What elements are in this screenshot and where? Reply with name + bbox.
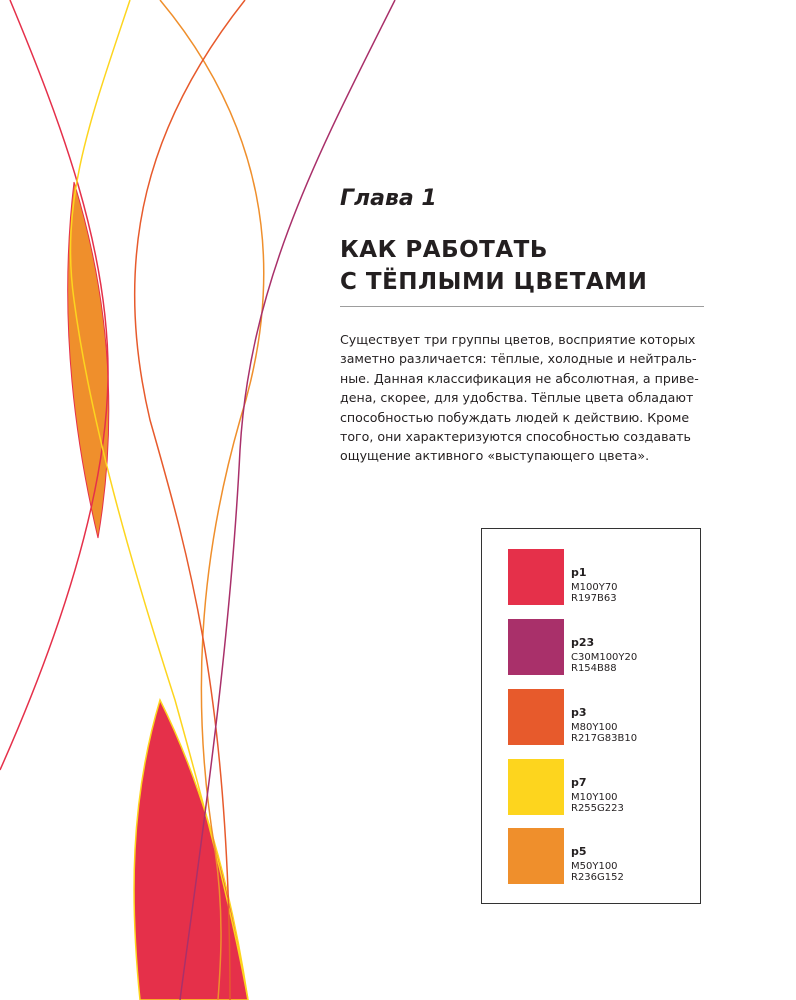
swatch-label: p7 M10Y100 R255G223 — [571, 776, 624, 814]
divider — [340, 306, 704, 307]
swatch-label: p3 M80Y100 R217G83B10 — [571, 706, 638, 744]
body-line: заметно различается: тёплые, холодные и нейтраль- — [340, 351, 697, 367]
body-line: дена, скорее, для удобства. Тёплые цвета обладают — [340, 390, 694, 406]
swatch-p23 — [508, 619, 564, 675]
color-swatch-legend — [481, 528, 701, 904]
swatch-label: p1 M100Y70 R197B63 — [571, 566, 618, 604]
swatch-label: p5 M50Y100 R236G152 — [571, 845, 624, 883]
body-line: ощущение активного «выступающего цвета». — [340, 448, 650, 464]
title-line: КАК РАБОТАТЬ — [340, 237, 548, 263]
title-line: С ТЁПЛЫМИ ЦВЕТАМИ — [340, 269, 648, 295]
body-line: способностью побуждать людей к действию. Кроме — [340, 409, 690, 425]
body-line: того, они характеризуются способностью создавать — [340, 429, 691, 445]
chapter-label: Глава 1 — [340, 186, 437, 211]
body-line: Существует три группы цветов, восприятие которых — [340, 332, 696, 347]
page-title — [340, 234, 647, 298]
swatch-label: p23 C30M100Y20 R154B88 — [571, 636, 638, 674]
red-lens — [134, 700, 248, 1000]
orange-lens — [68, 182, 109, 538]
swatch-p3 — [508, 689, 564, 745]
swatch-p1 — [508, 549, 564, 605]
body-paragraph — [340, 330, 720, 466]
swatch-p7 — [508, 759, 564, 815]
body-line: ные. Данная классификация не абсолютная, а приве- — [340, 370, 699, 386]
swatch-p5 — [508, 828, 564, 884]
